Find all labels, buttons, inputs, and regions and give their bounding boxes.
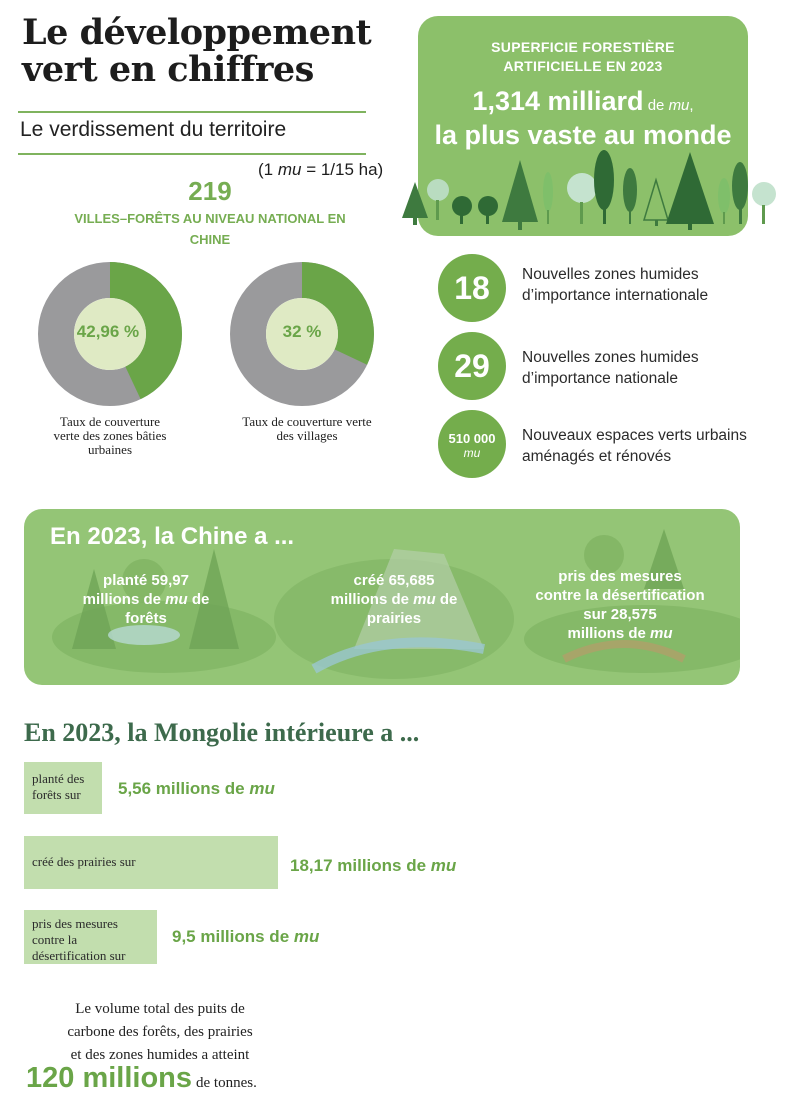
village-label-line1: Taux de couverture verte [242,414,372,429]
mongolia-desert-label-line2: contre la [32,932,78,947]
china-forests-line3: forêts [125,610,167,627]
mongolia-desert-amount: 9,5 millions de [172,927,294,946]
forest-area-rank: la plus vaste au monde [434,120,732,150]
china-grasslands-unit: mu [413,591,436,608]
mongolia-forests-label-line1: planté des [32,771,85,786]
natl-wetlands-line1: Nouvelles zones humides [522,349,699,366]
mu-note-suffix: = 1/15 ha) [301,160,384,179]
intl-wetlands-line1: Nouvelles zones humides [522,266,699,283]
forest-cities-label-line1: VILLES–FORÊTS AU NIVEAU NATIONAL EN [74,211,346,226]
intl-wetlands-line2: d’importance internationale [522,287,709,304]
carbon-sinks-value: 120 millions [26,1062,193,1094]
china-grasslands-line3: prairies [366,610,422,627]
china-2023-panel [24,509,740,685]
mongolia-forests-label-line2: forêts sur [32,787,81,802]
slim-tree-icon [718,178,730,224]
mongolia-grasslands-unit: mu [430,856,457,875]
natl-wetlands-line2: d’importance nationale [522,370,678,387]
forest-area-value-line [418,86,748,117]
mu-note-prefix: (1 [258,160,278,179]
china-forests-line2 [56,590,236,609]
urban-label-line1: Taux de couverture [59,414,161,429]
mongolia-desert-value [172,927,319,947]
china-desert-line4 [520,624,720,643]
china-grasslands-stat [304,571,484,628]
china-grasslands-prefix: millions de [330,591,414,608]
forest-area-unit [644,97,694,114]
national-wetlands-desc [522,347,699,389]
mongolia-forests-unit: mu [249,779,275,798]
carbon-line3: et des zones humides a atteint [70,1047,250,1063]
mongolia-grasslands-label [32,854,136,870]
green-spaces-line1: Nouveaux espaces verts urbains [522,427,747,444]
china-desert-line1: pris des mesures [558,568,682,585]
round-tree-icon [752,182,776,224]
slim-tree-icon [623,168,637,224]
mongolia-grasslands-value [290,856,456,876]
mongolia-desert-unit: mu [293,927,320,946]
national-wetlands-count: 29 [454,348,490,384]
mongolia-desert-label-line3: désertification sur [32,948,126,963]
pine-tree-icon [666,152,714,230]
china-desert-unit: mu [650,625,673,642]
china-desert-stat [520,567,720,643]
urban-coverage-percent: 42,96 % [76,322,140,341]
mongolia-desert-label-line1: pris des mesures [32,916,118,931]
forest-heading-line2: ARTIFICIELLE EN 2023 [503,58,663,74]
round-tree-icon [427,179,449,220]
forest-unit-suffix: , [689,97,694,114]
pine-tree-icon [502,160,538,230]
green-spaces-badge [438,410,506,478]
page-title-line1: Le développement [22,12,372,53]
national-wetlands-badge [438,332,506,400]
round-tree-icon [567,173,597,224]
china-forests-unit: mu [165,591,188,608]
urban-label-line2: verte des zones bâties [53,428,167,443]
subtitle-divider [18,153,366,155]
carbon-sinks-unit: de tonnes. [196,1075,257,1091]
green-spaces-line2: aménagés et rénovés [522,448,672,465]
pine-tree-icon [402,182,428,225]
page-title-line2: vert en chiffres [22,49,314,90]
pine-tree-icon [644,180,668,226]
urban-coverage-label [30,415,190,457]
international-wetlands-desc [522,264,708,306]
carbon-sinks-text [20,998,300,1067]
carbon-sinks-value-line [26,1062,257,1095]
page-title [22,14,382,88]
china-grasslands-line1: créé 65,685 [353,572,435,589]
forest-area-heading [418,38,748,76]
international-wetlands-count: 18 [454,270,490,306]
mu-note-unit: mu [277,160,302,179]
forest-unit-mu: mu [668,97,690,114]
mu-unit-note [258,160,383,180]
slim-tree-icon [543,172,553,224]
village-label-line2: des villages [276,428,338,443]
inner-mongolia-title: En 2023, la Mongolie intérieure a ... [24,718,420,747]
mongolia-forests-label [32,771,84,803]
china-desert-line3: sur 28,575 [583,606,657,623]
village-coverage-percent: 32 % [282,322,322,341]
carbon-line2: carbone des forêts, des prairies [67,1024,253,1040]
green-spaces-count: 510 000 [448,431,496,446]
slim-tree-icon [732,162,748,224]
china-forests-stat [56,571,236,628]
village-coverage-label [222,415,392,443]
mongolia-forests-value [118,779,275,799]
china-desert-prefix: millions de [567,625,650,642]
mongolia-grasslands-label-line1: créé des prairies sur [32,854,136,869]
mongolia-forests-amount: 5,56 millions de [118,779,250,798]
china-2023-title: En 2023, la Chine a ... [50,523,295,550]
forest-heading-line1: SUPERFICIE FORESTIÈRE [491,39,675,55]
china-forests-prefix: millions de [82,591,166,608]
international-wetlands-badge [438,254,506,322]
china-grasslands-suffix: de [435,591,458,608]
green-spaces-unit: mu [463,446,481,460]
urban-label-line3: urbaines [87,442,133,457]
forest-cities-label-line2: CHINE [189,232,231,247]
forest-area-value: 1,314 milliard [472,86,644,116]
china-desert-line2: contre la désertification [535,587,705,604]
mongolia-desert-label [32,916,126,964]
round-tree-icon [452,196,472,224]
forest-cities-count: 219 [188,176,232,206]
carbon-line1: Le volume total des puits de [75,1001,245,1017]
green-spaces-desc [522,425,747,467]
round-tree-icon [478,196,498,224]
title-divider [18,111,366,113]
section-subtitle: Le verdissement du territoire [20,118,287,141]
mongolia-grasslands-amount: 18,17 millions de [290,856,431,875]
china-grasslands-line2 [304,590,484,609]
china-forests-suffix: de [187,591,210,608]
slim-tree-icon [594,150,614,224]
china-forests-line1: planté 59,97 [103,572,189,589]
forest-unit-prefix: de [643,97,669,114]
forest-cities-label [40,208,380,250]
trees-illustration [390,140,790,235]
